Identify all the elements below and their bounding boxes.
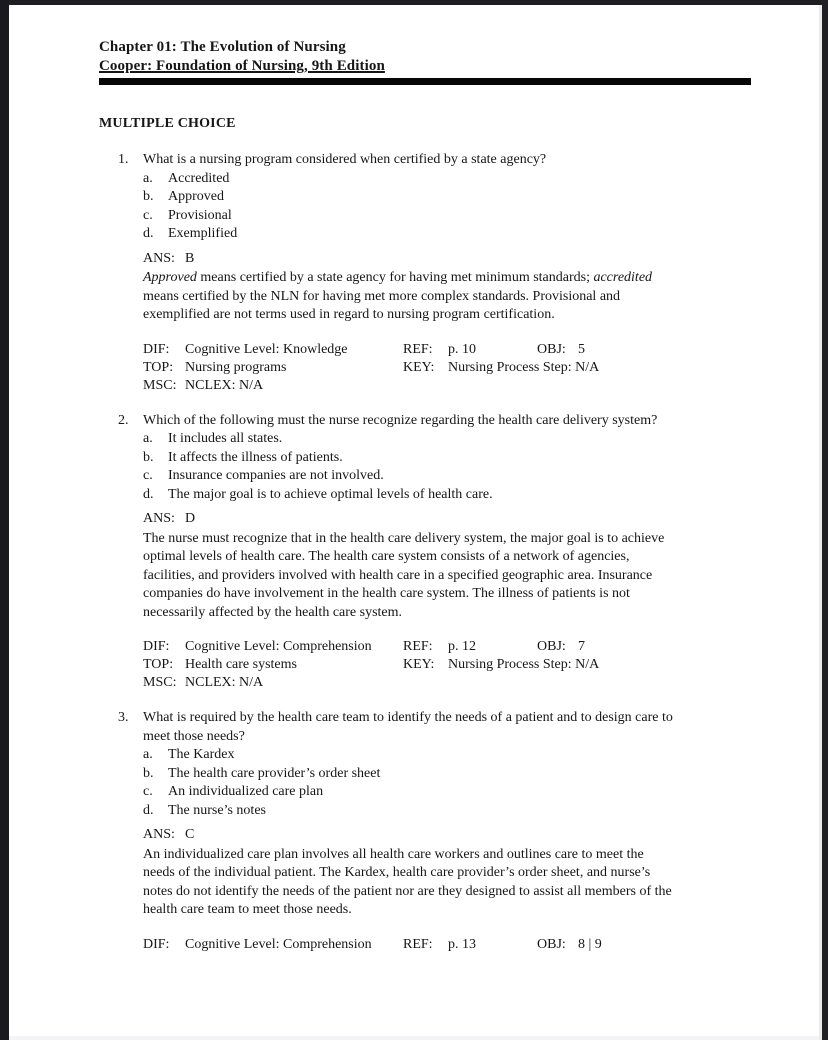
answer-row xyxy=(99,827,822,846)
question-block xyxy=(99,412,822,693)
meta-label: KEY: xyxy=(403,359,435,375)
meta-label: MSC: xyxy=(143,377,177,393)
option-text: Provisional xyxy=(168,207,232,223)
options-list xyxy=(99,170,822,244)
question-text xyxy=(143,709,673,746)
rationale-line xyxy=(143,846,822,865)
option-text: The major goal is to achieve optimal levels of health care. xyxy=(168,486,493,502)
rationale-segment: An individualized care plan involves all health care workers and outlines care to meet the xyxy=(143,846,644,862)
meta-label: MSC: xyxy=(143,675,177,690)
meta-value: NCLEX: N/A xyxy=(185,675,264,690)
answer-row xyxy=(99,251,822,270)
meta-label: OBJ: xyxy=(537,936,566,952)
options-list xyxy=(99,430,822,504)
rationale-line xyxy=(143,288,822,307)
rationale-segment: companies do have involvement in the health care system. The illness of patients is not xyxy=(143,586,630,601)
meta-label: DIF: xyxy=(143,341,170,357)
answer-option xyxy=(99,449,822,468)
meta-row xyxy=(99,638,822,656)
option-letter: d. xyxy=(143,802,154,818)
meta-label: TOP: xyxy=(143,359,174,375)
scan-edge-bottom xyxy=(9,1036,819,1040)
meta-label: TOP: xyxy=(143,657,174,672)
options-list xyxy=(99,746,822,820)
option-letter: d. xyxy=(143,486,154,502)
answer-label: ANS: xyxy=(143,250,175,266)
option-letter: b. xyxy=(143,765,154,781)
option-letter: b. xyxy=(143,449,154,465)
scan-edge-top xyxy=(0,0,828,5)
meta-value: Cognitive Level: Knowledge xyxy=(185,341,348,357)
question-number: 3. xyxy=(118,710,129,725)
meta-value: Nursing Process Step: N/A xyxy=(448,657,600,672)
meta-row xyxy=(99,377,822,395)
rationale-line xyxy=(143,269,822,288)
meta-value: Health care systems xyxy=(185,657,297,672)
option-text: It includes all states. xyxy=(168,431,283,446)
rationale-segment: necessarily affected by the health care system. xyxy=(143,604,403,620)
meta-row xyxy=(99,359,822,377)
answer-label: ANS: xyxy=(143,827,175,842)
option-letter: a. xyxy=(143,431,153,446)
document-header xyxy=(99,38,822,85)
question-text-line: meet those needs? xyxy=(143,728,245,744)
meta-label: DIF: xyxy=(143,639,170,654)
rationale-segment: facilities, and providers involved with health care in a specified geographic area. Insurance xyxy=(143,567,653,583)
rationale-line xyxy=(143,567,822,586)
meta-value: 5 xyxy=(578,341,585,357)
rationale xyxy=(99,269,822,325)
question-text-line: What is a nursing program considered when certified by a state agency? xyxy=(143,152,547,167)
question-text xyxy=(143,151,546,170)
question-block xyxy=(99,151,822,395)
question-list xyxy=(99,151,822,954)
rationale-line xyxy=(143,864,822,883)
option-letter: c. xyxy=(143,468,153,483)
scan-edge-right xyxy=(822,0,828,1040)
question-head xyxy=(99,412,822,431)
question-text xyxy=(143,412,657,431)
rationale-line xyxy=(143,306,822,325)
chapter-title: Chapter 01: The Evolution of Nursing xyxy=(99,39,346,55)
question-text-line: What is required by the health care team to identify the needs of a patient and to design care to xyxy=(143,710,673,725)
option-text: The health care provider’s order sheet xyxy=(168,765,381,781)
answer-option xyxy=(99,765,822,784)
answer-value: C xyxy=(185,827,195,842)
meta-row xyxy=(99,341,822,359)
rationale-segment: needs of the individual patient. The Kardex, health care provider’s order sheet, and nurse’s xyxy=(143,865,651,880)
rationale-segment: health care team to meet those needs. xyxy=(143,902,352,917)
scan-edge-left xyxy=(0,0,9,1040)
option-text: Approved xyxy=(168,189,224,204)
meta-row xyxy=(99,656,822,674)
question-head xyxy=(99,709,822,746)
question-number: 2. xyxy=(118,412,129,428)
meta-value: Cognitive Level: Comprehension xyxy=(185,639,372,654)
option-text: Exemplified xyxy=(168,226,238,241)
answer-option xyxy=(99,486,822,505)
answer-option xyxy=(99,430,822,449)
meta-label: OBJ: xyxy=(537,341,566,357)
rationale-segment: The nurse must recognize that in the health care delivery system, the major goal is to achieve xyxy=(143,530,665,546)
page-content xyxy=(9,5,822,954)
answer-option xyxy=(99,783,822,802)
meta-value: p. 10 xyxy=(448,341,476,357)
meta-row xyxy=(99,674,822,692)
answer-option xyxy=(99,188,822,207)
option-text: It affects the illness of patients. xyxy=(168,449,343,465)
document-page xyxy=(9,5,822,1040)
answer-value: B xyxy=(185,250,195,266)
answer-option xyxy=(99,746,822,765)
option-text: Insurance companies are not involved. xyxy=(168,468,384,483)
rationale-segment: notes do not identify the needs of the patient nor are they designed to assist all members of the xyxy=(143,883,672,899)
rationale-line xyxy=(143,901,822,920)
rationale-segment: optimal levels of health care. The health care system consists of a network of agencies, xyxy=(143,549,630,564)
option-letter: b. xyxy=(143,189,154,204)
meta-block xyxy=(99,638,822,692)
meta-value: p. 13 xyxy=(448,936,476,952)
question-head xyxy=(99,151,822,170)
question-block xyxy=(99,709,822,954)
book-title: Cooper: Foundation of Nursing, 9th Edition xyxy=(99,58,385,74)
meta-label: DIF: xyxy=(143,936,170,952)
option-text: The Kardex xyxy=(168,747,235,762)
section-heading: MULTIPLE CHOICE xyxy=(99,116,236,131)
rationale-segment: exemplified are not terms used in regard to nursing program certification. xyxy=(143,307,555,322)
header-rule xyxy=(99,78,751,85)
answer-option xyxy=(99,802,822,821)
meta-block xyxy=(99,936,822,954)
rationale-line xyxy=(143,883,822,902)
question-number: 1. xyxy=(118,152,129,167)
meta-row xyxy=(99,936,822,954)
option-letter: a. xyxy=(143,170,153,186)
rationale-segment: accredited xyxy=(593,270,653,285)
option-text: The nurse’s notes xyxy=(168,802,266,818)
answer-option xyxy=(99,225,822,244)
answer-row xyxy=(99,511,822,530)
meta-label: OBJ: xyxy=(537,639,566,654)
option-letter: d. xyxy=(143,226,154,241)
option-letter: a. xyxy=(143,747,153,762)
rationale-segment: Approved xyxy=(143,270,197,285)
answer-option xyxy=(99,170,822,189)
answer-option xyxy=(99,207,822,226)
option-letter: c. xyxy=(143,784,153,799)
meta-value: Cognitive Level: Comprehension xyxy=(185,936,372,952)
rationale xyxy=(99,846,822,920)
answer-value: D xyxy=(185,511,196,526)
rationale-line xyxy=(143,530,822,549)
rationale-line xyxy=(143,585,822,604)
meta-value: Nursing programs xyxy=(185,359,287,375)
meta-label: REF: xyxy=(403,341,433,357)
meta-value: 7 xyxy=(578,639,585,654)
meta-value: NCLEX: N/A xyxy=(185,377,264,393)
meta-block xyxy=(99,341,822,395)
rationale-line xyxy=(143,604,822,623)
rationale-segment: means certified by the NLN for having met more complex standards. Provisional and xyxy=(143,288,621,304)
rationale-segment: means certified by a state agency for having met minimum standards; xyxy=(196,270,594,285)
meta-value: p. 12 xyxy=(448,639,476,654)
meta-label: KEY: xyxy=(403,657,435,672)
meta-value: 8 | 9 xyxy=(578,936,602,952)
answer-option xyxy=(99,467,822,486)
meta-value: Nursing Process Step: N/A xyxy=(448,359,600,375)
answer-label: ANS: xyxy=(143,511,175,526)
option-text: An individualized care plan xyxy=(168,784,324,799)
rationale-line xyxy=(143,548,822,567)
option-letter: c. xyxy=(143,207,153,223)
rationale xyxy=(99,530,822,623)
option-text: Accredited xyxy=(168,170,230,186)
meta-label: REF: xyxy=(403,936,433,952)
question-text-line: Which of the following must the nurse recognize regarding the health care delivery system? xyxy=(143,412,658,428)
meta-label: REF: xyxy=(403,639,433,654)
